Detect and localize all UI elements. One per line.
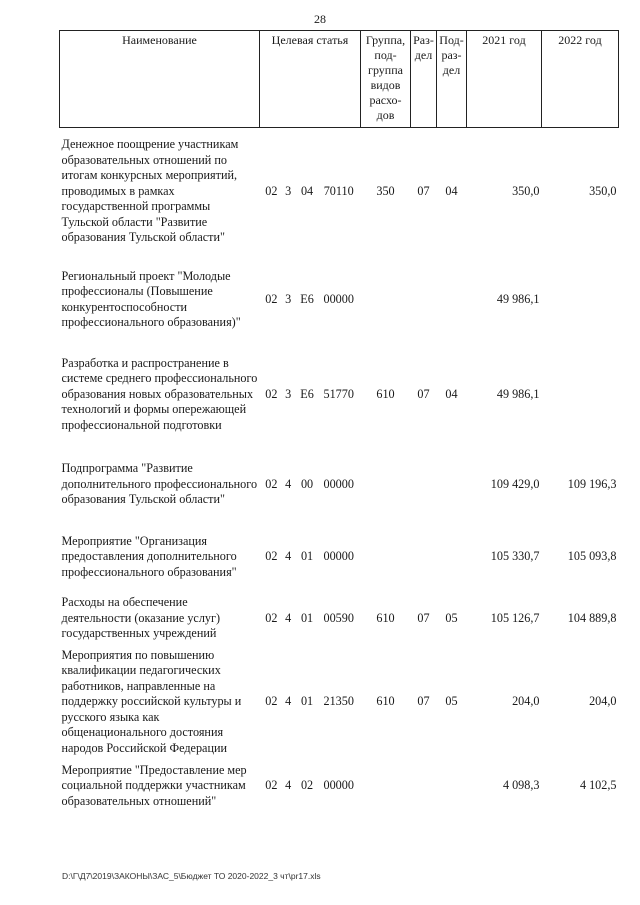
code-event: 01	[300, 549, 314, 564]
row-subsection: 04	[445, 183, 458, 198]
code-event: E6	[300, 291, 314, 306]
row-name: Мероприятие "Предоставление мер социальной поддержки участникам образовательных отношений"	[61, 762, 247, 808]
table-header-row	[60, 31, 619, 128]
code-event: 01	[300, 694, 314, 708]
code-event: 00	[300, 476, 314, 491]
row-section	[411, 445, 437, 525]
row-2022-amount: 109 196,3	[567, 476, 617, 491]
row-name: Разработка и распространение в системе среднего профессионального образования новых образовательных технологий и формы опережающей профессиональной подготовки	[61, 355, 258, 432]
row-name: Расходы на обеспечение деятельности (оказание услуг) государственных учреждений	[61, 595, 221, 641]
code-program: 02	[265, 183, 278, 198]
budget-table	[59, 30, 619, 816]
row-section: 07	[417, 694, 430, 708]
row-group	[361, 756, 411, 816]
table-row	[60, 525, 619, 590]
code-subprogram: 3	[285, 291, 292, 306]
code-event: E6	[300, 386, 314, 401]
row-2022-amount	[542, 345, 619, 445]
row-name: Мероприятия по повышению квалификации педагогических работников, направленные на поддержку российской культуры и русского языка как общенационального достояния народов Российской Федерации	[61, 647, 242, 755]
code-direction: 21350	[323, 694, 354, 708]
row-section	[411, 525, 437, 590]
row-2021-amount: 105 126,7	[490, 610, 540, 625]
code-direction: 00590	[323, 610, 354, 625]
row-name: Мероприятие "Организация предоставления дополнительного профессионального образования"	[61, 533, 237, 579]
row-2022-amount: 105 093,8	[567, 549, 617, 564]
table-row	[60, 128, 619, 255]
code-event: 02	[300, 778, 314, 793]
header-section: Раз- дел	[411, 31, 437, 128]
code-event: 04	[300, 183, 314, 198]
row-2021-amount: 105 330,7	[490, 549, 540, 564]
row-name: Региональный проект "Молодые профессионалы (Повышение конкурентоспособности профессионального образования)"	[61, 268, 241, 329]
code-direction: 70110	[323, 183, 354, 198]
code-direction: 00000	[323, 291, 354, 306]
row-subsection	[437, 255, 467, 345]
code-program: 02	[265, 386, 278, 401]
row-name: Денежное поощрение участникам образовательных отношений по итогам конкурсных мероприятий, проводимых в рамках государственной программы Тульской области "Развитие образования Тульской области"	[61, 137, 239, 244]
row-2022-amount: 350,0	[589, 183, 617, 198]
row-section: 07	[417, 610, 430, 625]
code-direction: 00000	[323, 549, 354, 564]
row-2022-amount: 204,0	[589, 694, 617, 708]
row-subsection: 04	[445, 386, 458, 401]
row-section: 07	[417, 386, 430, 401]
row-group	[361, 445, 411, 525]
code-subprogram: 4	[285, 549, 292, 564]
table-row	[60, 345, 619, 445]
row-2021-amount: 49 986,1	[496, 291, 540, 306]
code-direction: 00000	[323, 778, 354, 793]
header-2021: 2021 год	[467, 31, 542, 128]
row-section: 07	[417, 183, 430, 198]
table-row	[60, 445, 619, 525]
row-name: Подпрограмма "Развитие дополнительного профессионального образования Тульской области"	[61, 461, 258, 507]
row-2021-amount: 109 429,0	[490, 476, 540, 491]
row-subsection	[437, 445, 467, 525]
file-path-footer: D:\Г\Д7\2019\ЗАКОНЫ\ЗАС_5\Бюджет ТО 2020-2022_3 чт\pr17.xls	[62, 871, 321, 881]
table-row	[60, 756, 619, 816]
header-subsection: Под- раз- дел	[437, 31, 467, 128]
row-target-code	[260, 648, 361, 757]
row-target-code	[260, 590, 361, 648]
header-2022: 2022 год	[542, 31, 619, 128]
row-target-code	[260, 756, 361, 816]
code-program: 02	[265, 476, 278, 491]
code-direction: 51770	[323, 386, 354, 401]
row-group: 610	[376, 694, 395, 708]
row-target-code	[260, 445, 361, 525]
code-program: 02	[265, 778, 278, 793]
code-subprogram: 4	[285, 610, 292, 625]
code-program: 02	[265, 549, 278, 564]
row-2021-amount: 4 098,3	[502, 778, 540, 793]
row-group	[361, 525, 411, 590]
row-target-code	[260, 255, 361, 345]
row-group: 350	[376, 183, 395, 198]
row-2021-amount: 350,0	[512, 183, 540, 198]
code-program: 02	[265, 291, 278, 306]
table-row	[60, 590, 619, 648]
row-subsection: 05	[445, 610, 458, 625]
row-subsection	[437, 756, 467, 816]
header-name: Наименование	[60, 31, 260, 128]
row-group: 610	[376, 610, 395, 625]
row-group: 610	[376, 386, 395, 401]
row-group	[361, 255, 411, 345]
code-direction: 00000	[323, 476, 354, 491]
row-2021-amount: 49 986,1	[496, 386, 540, 401]
code-subprogram: 3	[285, 386, 292, 401]
code-program: 02	[265, 694, 278, 708]
page-number: 28	[314, 12, 326, 26]
code-subprogram: 4	[285, 476, 292, 491]
code-subprogram: 4	[285, 694, 292, 708]
row-2022-amount	[542, 255, 619, 345]
row-subsection: 05	[445, 694, 458, 708]
row-2022-amount: 4 102,5	[579, 778, 617, 793]
row-subsection	[437, 525, 467, 590]
row-section	[411, 756, 437, 816]
row-2021-amount: 204,0	[512, 694, 540, 708]
row-2022-amount: 104 889,8	[567, 610, 617, 625]
row-target-code	[260, 525, 361, 590]
row-target-code	[260, 345, 361, 445]
code-subprogram: 3	[285, 183, 292, 198]
row-target-code	[260, 128, 361, 255]
table-row	[60, 648, 619, 757]
header-target: Целевая статья	[260, 31, 361, 128]
code-subprogram: 4	[285, 778, 292, 793]
table-row	[60, 255, 619, 345]
row-section	[411, 255, 437, 345]
code-event: 01	[300, 610, 314, 625]
code-program: 02	[265, 610, 278, 625]
header-group: Группа, под- группа видов расхо- дов	[361, 31, 411, 128]
